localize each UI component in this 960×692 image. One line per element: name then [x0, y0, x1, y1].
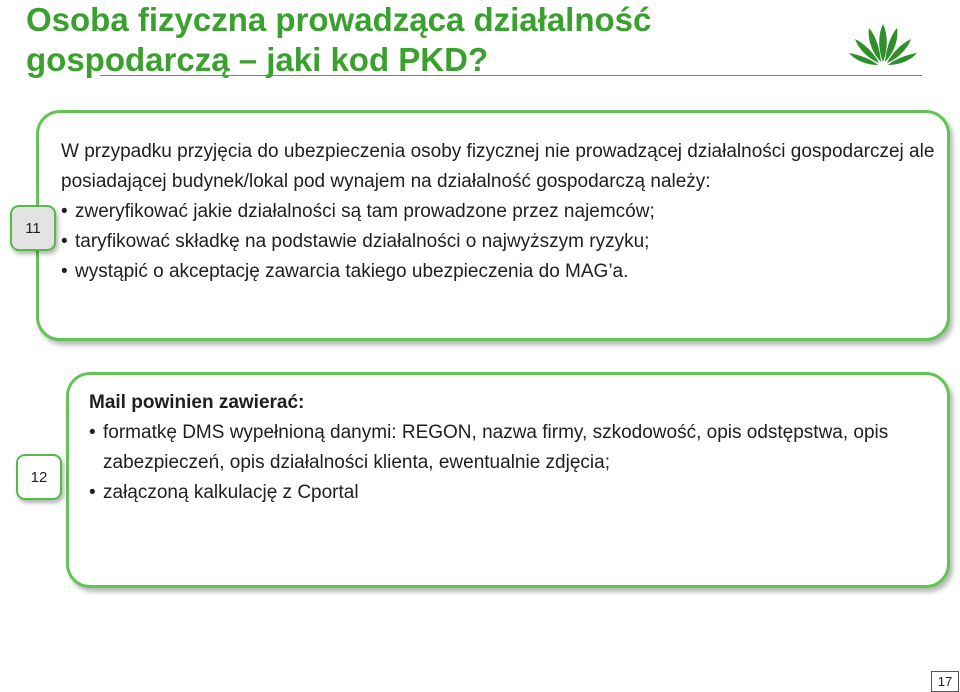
list-item: • wystąpić o akceptację zawarcia takiego ubezpieczenia do MAG’a. [61, 257, 935, 287]
card-12-heading: Mail powinien zawierać: [89, 392, 305, 413]
card-12-text [89, 388, 935, 508]
card-11-bullet-list [61, 197, 935, 287]
bank-logo-icon [848, 22, 918, 68]
card-11-text [61, 137, 935, 287]
card-12-bullet-list [89, 418, 935, 508]
title-line-2: gospodarczą – jaki kod PKD? [26, 41, 489, 78]
slide-title [26, 0, 786, 80]
card-11-intro: W przypadku przyjęcia do ubezpieczenia osoby fizycznej nie prowadzącej działalności gospodarczej ale posiadającej budynek/lokal pod wynajem na działalność gospodarczą należy: [61, 141, 935, 192]
title-line-1: Osoba fizyczna prowadząca działalność [26, 1, 652, 38]
page-number: 17 [931, 671, 959, 692]
list-item: • załączoną kalkulację z Cportal [89, 478, 935, 508]
list-item: • taryfikować składkę na podstawie działalności o najwyższym ryzyku; [61, 227, 935, 257]
number-badge-11: 11 [10, 205, 56, 251]
number-badge-12: 12 [16, 454, 62, 500]
pkd-rule-card-11 [36, 110, 950, 341]
mail-content-card-12 [66, 372, 950, 588]
list-item: • zweryfikować jakie działalności są tam prowadzone przez najemców; [61, 197, 935, 227]
list-item: • formatkę DMS wypełnioną danymi: REGON, nazwa firmy, szkodowość, opis odstępstwa, opis zabezpieczeń, opis działalności klienta, ewentualnie zdjęcia; [89, 418, 935, 478]
title-underline [100, 75, 922, 76]
